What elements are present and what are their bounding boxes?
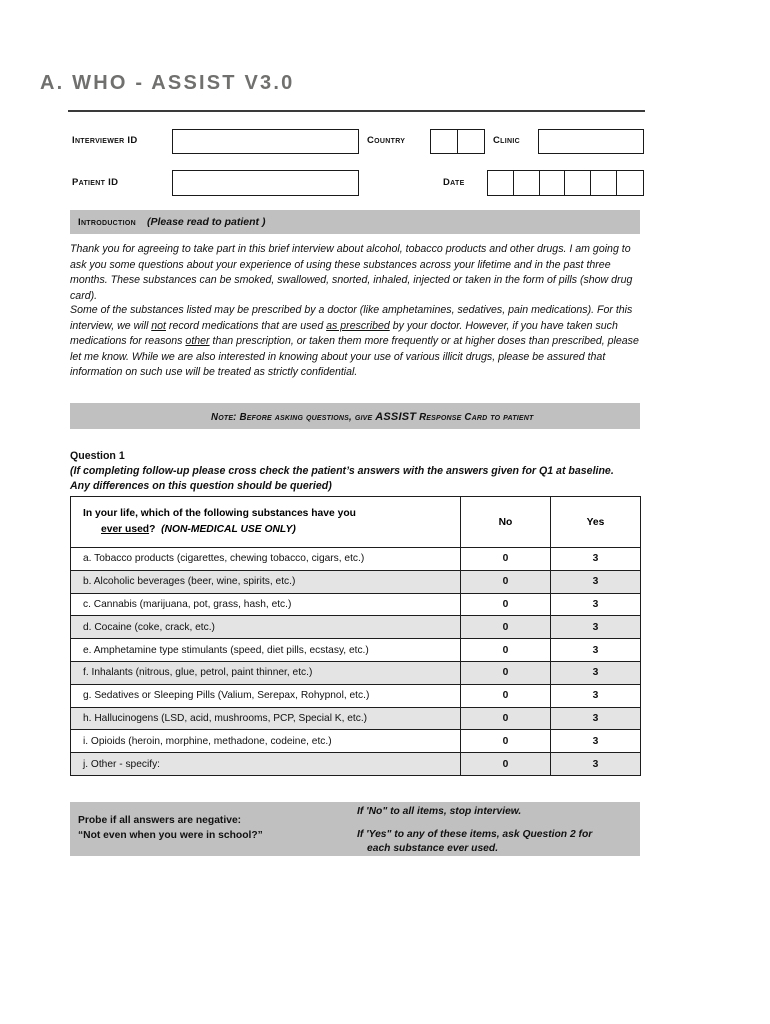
introduction-header-bar <box>70 210 640 234</box>
probe-instruction-box <box>70 802 640 856</box>
patient-id-input[interactable] <box>172 170 359 196</box>
title-divider <box>68 110 645 112</box>
answer-yes[interactable]: 3 <box>551 616 641 639</box>
note-assist-emphasis: ASSIST <box>375 411 417 423</box>
substance-label: c. Cannabis (marijuana, pot, grass, hash, etc.) <box>71 593 461 616</box>
clinic-input[interactable] <box>538 129 644 154</box>
substance-label: b. Alcoholic beverages (beer, wine, spirits, etc.) <box>71 570 461 593</box>
answer-no[interactable]: 0 <box>461 661 551 684</box>
country-box-2[interactable] <box>458 130 485 153</box>
answer-yes[interactable]: 3 <box>551 753 641 776</box>
answer-yes[interactable]: 3 <box>551 684 641 707</box>
substance-label: j. Other - specify: <box>71 753 461 776</box>
introduction-paragraph-2 <box>70 303 640 381</box>
answer-no[interactable]: 0 <box>461 548 551 571</box>
probe-right-text <box>357 805 637 857</box>
table-row <box>71 684 641 707</box>
date-label: Date <box>443 177 465 188</box>
note-suffix: Response Card to patient <box>416 412 534 423</box>
note-bar <box>70 403 640 429</box>
note-bar-text <box>211 411 533 423</box>
answer-no[interactable]: 0 <box>461 730 551 753</box>
question1-heading: Question 1 <box>70 450 125 462</box>
note-prefix: Note: Before asking questions, give <box>211 412 376 423</box>
substance-label: e. Amphetamine type stimulants (speed, diet pills, ecstasy, etc.) <box>71 639 461 662</box>
interviewer-id-input[interactable] <box>172 129 359 154</box>
interviewer-id-label: Interviewer ID <box>72 135 138 146</box>
substance-label: f. Inhalants (nitrous, glue, petrol, paint thinner, etc.) <box>71 661 461 684</box>
country-input-group[interactable] <box>430 129 485 154</box>
answer-no[interactable]: 0 <box>461 616 551 639</box>
table-body <box>71 548 641 776</box>
answer-no[interactable]: 0 <box>461 639 551 662</box>
answer-yes[interactable]: 3 <box>551 730 641 753</box>
substance-label: i. Opioids (heroin, morphine, methadone, codeine, etc.) <box>71 730 461 753</box>
probe-left-line-1: Probe if all answers are negative: <box>78 815 242 826</box>
table-header-yes: Yes <box>551 497 641 548</box>
table-row <box>71 707 641 730</box>
p2-part-d: than prescription, or taken them more frequently or at higher doses than prescribed, please let me know. While we are also interested in knowing about your use of various illicit drugs, please be assured that information on such use will be treated as strictly confidential. <box>70 335 639 379</box>
p2-part-b: record medications that are used <box>165 319 327 332</box>
answer-yes[interactable]: 3 <box>551 570 641 593</box>
country-box-1[interactable] <box>431 130 458 153</box>
answer-yes[interactable]: 3 <box>551 639 641 662</box>
table-header-question <box>71 497 461 548</box>
answer-yes[interactable]: 3 <box>551 548 641 571</box>
answer-no[interactable]: 0 <box>461 707 551 730</box>
p2-underline-not: not <box>151 319 166 332</box>
date-box-3[interactable] <box>540 171 566 195</box>
substance-label: d. Cocaine (coke, crack, etc.) <box>71 616 461 639</box>
patient-id-label: Patient ID <box>72 177 119 188</box>
substance-label: g. Sedatives or Sleeping Pills (Valium, Serepax, Rohypnol, etc.) <box>71 684 461 707</box>
header-line-1: In your life, which of the following substances have you <box>83 508 356 519</box>
answer-no[interactable]: 0 <box>461 593 551 616</box>
table-row <box>71 593 641 616</box>
p2-underline-other: other <box>185 335 210 348</box>
probe-right-line-2b: each substance ever used. <box>367 843 499 854</box>
question1-table <box>70 496 641 776</box>
substance-label: a. Tobacco products (cigarettes, chewing tobacco, cigars, etc.) <box>71 548 461 571</box>
table-row <box>71 753 641 776</box>
substance-label: h. Hallucinogens (LSD, acid, mushrooms, PCP, Special K, etc.) <box>71 707 461 730</box>
answer-yes[interactable]: 3 <box>551 661 641 684</box>
clinic-label: Clinic <box>493 135 520 146</box>
answer-no[interactable]: 0 <box>461 570 551 593</box>
question1-subheading: (If completing follow-up please cross check the patient’s answers with the answers given for Q1 at baseline. Any differences on this question should be queried) <box>70 465 614 492</box>
table-row <box>71 730 641 753</box>
probe-left-line-2: “Not even when you were in school?” <box>78 829 263 841</box>
p2-underline-as-prescribed: as prescribed <box>326 319 390 332</box>
table-row <box>71 570 641 593</box>
probe-right-line-1: If 'No" to all items, stop interview. <box>357 806 522 817</box>
table-row <box>71 548 641 571</box>
answer-no[interactable]: 0 <box>461 753 551 776</box>
page-title: A. WHO - ASSIST V3.0 <box>40 72 295 94</box>
header-line-2-rest: ? <box>149 524 156 535</box>
p2-part-c: by your doctor. However, if you have taken such medications for reasons <box>70 319 618 348</box>
probe-right-line-2a: If 'Yes" to any of these items, ask Question 2 for <box>357 828 593 840</box>
table-row <box>71 661 641 684</box>
answer-yes[interactable]: 3 <box>551 707 641 730</box>
header-line-2 <box>83 522 296 538</box>
probe-right-line-2 <box>357 828 637 857</box>
table-row <box>71 639 641 662</box>
date-box-5[interactable] <box>591 171 617 195</box>
answer-yes[interactable]: 3 <box>551 593 641 616</box>
table-header-row <box>71 497 641 548</box>
introduction-paragraph-1: Thank you for agreeing to take part in this brief interview about alcohol, tobacco products and other drugs. I am going to ask you some questions about your experience of using these substances across your lifetime and in the past three months. These substances can be smoked, swallowed, snorted, inhaled, injected or taken in the form of pills (show drug card). <box>70 243 633 302</box>
country-label: Country <box>367 135 406 146</box>
header-ever-used-underline: ever used <box>101 524 150 535</box>
table-header-no: No <box>461 497 551 548</box>
date-box-1[interactable] <box>488 171 514 195</box>
date-box-4[interactable] <box>565 171 591 195</box>
table-row <box>71 616 641 639</box>
header-non-medical-note: (NON-MEDICAL USE ONLY) <box>161 524 296 535</box>
answer-no[interactable]: 0 <box>461 684 551 707</box>
introduction-heading-note: (Please read to patient ) <box>147 216 266 228</box>
introduction-heading: Introduction <box>78 217 136 228</box>
p2-part-a: Some of the substances listed may be prescribed by a doctor (like amphetamines, sedatives, pain medications). For this interview, we will <box>70 304 633 332</box>
date-box-2[interactable] <box>514 171 540 195</box>
probe-left-text <box>78 814 353 843</box>
date-box-6[interactable] <box>617 171 643 195</box>
date-input-group[interactable] <box>487 170 644 196</box>
